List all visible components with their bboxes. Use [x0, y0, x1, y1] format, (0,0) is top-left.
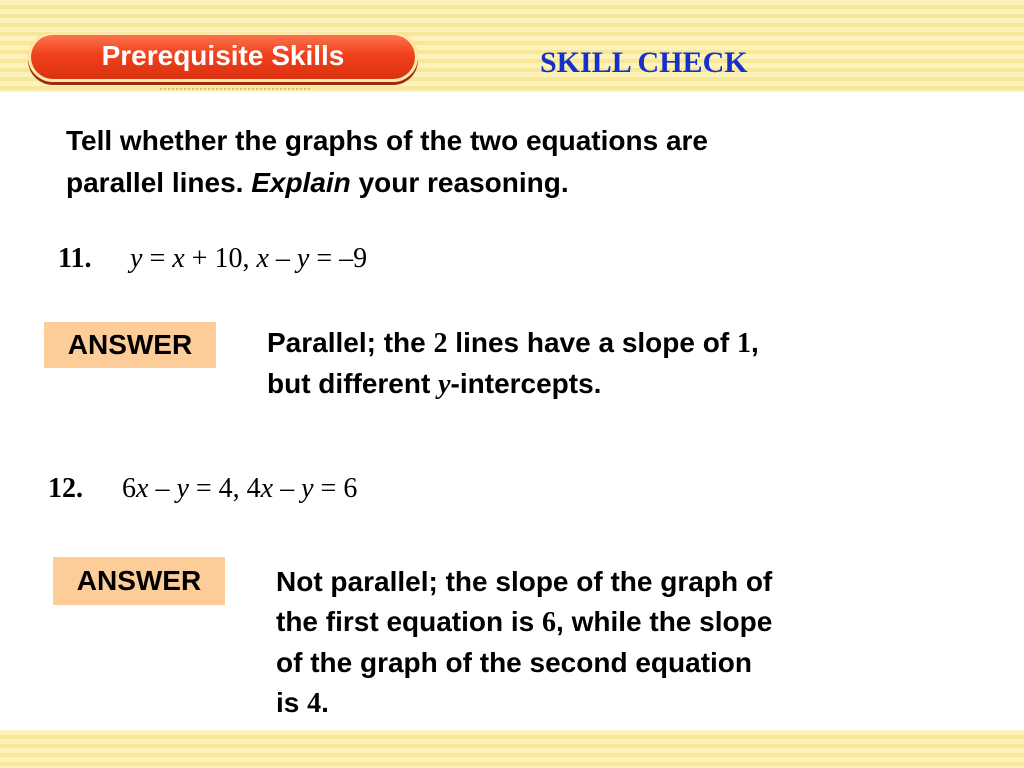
eq-op: – [268, 243, 297, 274]
eq-var: x [172, 243, 185, 274]
eq-var: y [301, 473, 314, 504]
instructions-line-2 [66, 162, 926, 204]
eq-op: = –9 [309, 243, 368, 274]
instructions-line-1: Tell whether the graphs of the two equations are [66, 125, 709, 156]
problem-12-number: 12. [48, 473, 83, 504]
badge-underline [160, 80, 310, 90]
answer-variable: y [438, 369, 451, 400]
footer-band [0, 730, 1024, 768]
instructions-emphasis: Explain [251, 167, 351, 198]
instructions [66, 120, 926, 204]
answer-number: 2 [433, 328, 448, 359]
answer-11-line-2 [267, 364, 907, 405]
answer-number: 6 [542, 607, 557, 638]
answer-text: , [750, 327, 759, 358]
answer-number: 4 [307, 688, 322, 719]
instructions-text: parallel lines. [66, 167, 252, 198]
answer-text: lines have a slope of [447, 327, 737, 358]
answer-text: Parallel; the [267, 327, 434, 358]
answer-12-line-1: Not parallel; the slope of the graph of [276, 566, 773, 597]
answer-text: -intercepts. [450, 368, 602, 399]
instructions-text-end: your reasoning. [350, 167, 569, 198]
eq-coef: 6 [122, 473, 136, 504]
eq-op: – [273, 473, 302, 504]
answer-12-line-2 [276, 602, 916, 643]
eq-op: + 10, [184, 243, 257, 274]
answer-text: but different [267, 368, 439, 399]
answer-12-line-4 [276, 683, 916, 724]
eq-var: y [130, 243, 143, 274]
problem-11-equation [130, 243, 367, 275]
answer-number: 1 [736, 328, 751, 359]
eq-op: = [142, 243, 173, 274]
answer-12-text [276, 562, 916, 724]
answer-text: the first equation is [276, 606, 543, 637]
eq-var: x [260, 473, 274, 504]
answer-label-12: ANSWER [53, 557, 225, 605]
answer-12-line-3: of the graph of the second equation [276, 647, 752, 678]
eq-var: y [176, 473, 189, 504]
problem-11-number: 11. [58, 243, 92, 274]
answer-label-11: ANSWER [44, 322, 216, 368]
answer-11-text [267, 323, 907, 405]
eq-op: = 6 [313, 473, 358, 504]
badge-label: Prerequisite Skills [101, 40, 345, 71]
answer-11-line-1 [267, 323, 907, 364]
problem-12-equation [122, 473, 357, 505]
answer-text: . [321, 687, 329, 718]
page-title: SKILL CHECK [540, 46, 748, 79]
answer-text: is [276, 687, 308, 718]
eq-var: x [136, 473, 149, 504]
eq-var: x [256, 243, 269, 274]
answer-text: , while the slope [556, 606, 773, 637]
eq-var: y [296, 243, 310, 274]
eq-op: = 4, 4 [188, 473, 261, 504]
eq-op: – [148, 473, 177, 504]
